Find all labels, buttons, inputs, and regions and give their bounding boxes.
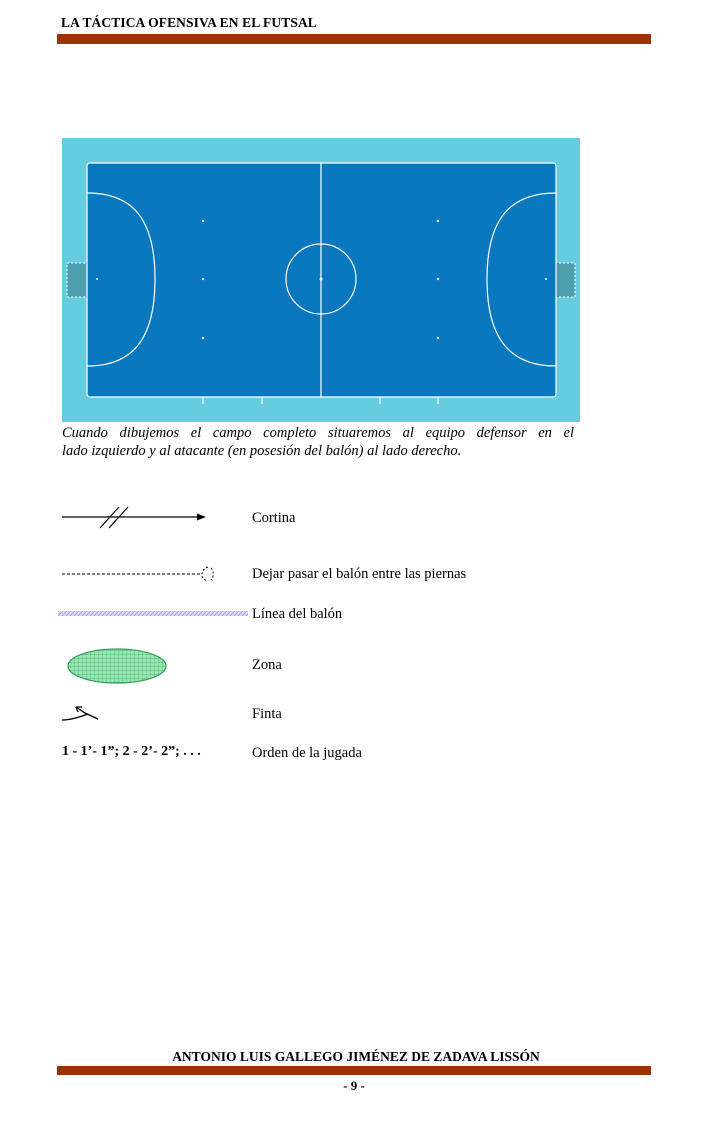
center-spot — [320, 278, 323, 281]
legend-label-linea-balon: Línea del balón — [252, 606, 343, 622]
caption-line-2: lado izquierdo y al atacante (en posesión del balón) al lado derecho. — [62, 443, 462, 459]
court-svg — [62, 138, 580, 422]
footer-author — [0, 1049, 720, 1065]
futsal-court-diagram — [62, 138, 580, 422]
left-goal-icon — [67, 263, 87, 297]
legend-order-notation: 1 - 1’- 1”; 2 - 2’- 2”; . . . — [62, 744, 201, 759]
page-header-title: LA TÁCTICA OFENSIVA EN EL FUTSAL — [61, 15, 317, 30]
right-goal-icon — [555, 263, 575, 297]
hatched-band-line-icon — [58, 608, 250, 620]
header-divider-bar — [57, 34, 651, 44]
legend-label-zona: Zona — [252, 657, 282, 673]
legend-label-dejar-pasar: Dejar pasar el balón entre las piernas — [252, 566, 467, 582]
court-caption — [62, 424, 574, 460]
footer-author-text: ANTONIO LUIS GALLEGO JIMÉNEZ DE ZADAVA LISSÓN — [172, 1049, 540, 1064]
feint-zigzag-arrow-icon — [58, 702, 108, 726]
footer-divider-bar — [57, 1066, 651, 1075]
caption-line-1: Cuando dibujemos el campo completo situaremos al equipo defensor en el — [62, 425, 574, 441]
legend-label-finta: Finta — [252, 706, 282, 722]
page-number-text: - 9 - — [343, 1078, 365, 1093]
legend-label-cortina: Cortina — [252, 510, 296, 526]
dashed-line-with-arc-icon — [58, 564, 218, 584]
hatched-ellipse-icon — [58, 646, 173, 686]
page-number — [0, 1078, 720, 1094]
arrow-with-double-slash-icon — [58, 505, 218, 529]
legend-label-orden: Orden de la jugada — [252, 745, 362, 761]
